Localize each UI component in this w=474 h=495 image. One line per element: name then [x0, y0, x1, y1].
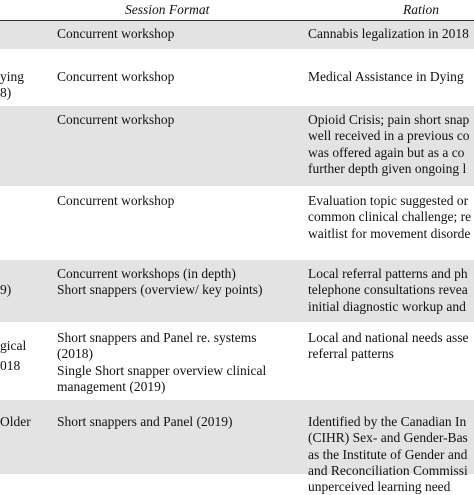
topic-line: 9)	[0, 282, 12, 297]
topic-line: ying	[0, 69, 25, 84]
format-cell	[57, 266, 262, 299]
format-line: (2018)	[57, 346, 93, 362]
topic-line: gical	[0, 338, 27, 353]
format-line: Short snappers and Panel (2019)	[57, 414, 233, 429]
format-line: Single Short snapper overview clinical	[57, 362, 267, 378]
topic-cell	[0, 414, 31, 430]
table-row	[0, 106, 474, 186]
rationale-line: telephone consultations revea	[308, 282, 468, 298]
topic-cell	[0, 69, 24, 102]
format-line: Short snappers and Panel re. systems	[57, 330, 257, 345]
table-row	[0, 186, 474, 260]
rationale-line: common clinical challenge; re	[308, 209, 472, 225]
format-line: Concurrent workshop	[57, 193, 175, 208]
rationale-line: Local referral patterns and ph	[308, 266, 468, 281]
rationale-cell	[308, 266, 468, 315]
rationale-line: waitlist for movement disorde	[308, 225, 471, 241]
rationale-line: and Reconciliation Commissi	[308, 462, 468, 478]
topic-line: 8)	[0, 85, 12, 101]
header-session-format: Session Format	[125, 2, 210, 17]
rationale-cell	[308, 330, 468, 363]
table-row	[0, 49, 474, 106]
format-cell	[57, 112, 174, 128]
rationale-line: initial diagnostic workup and	[308, 298, 466, 314]
rationale-line: Cannabis legalization in 2018	[308, 26, 469, 41]
rationale-line: was offered again but as a co	[308, 144, 465, 160]
topic-line: Older	[0, 414, 31, 429]
format-cell	[57, 193, 174, 209]
rationale-line: unperceived learning need	[308, 479, 451, 495]
rationale-line: (CIHR) Sex- and Gender-Bas	[308, 430, 468, 446]
topic-line: 018	[0, 358, 21, 373]
format-line: Concurrent workshop	[57, 69, 175, 84]
format-line: Concurrent workshop	[57, 112, 175, 127]
rationale-line: Evaluation topic suggested or	[308, 193, 469, 208]
topic-cell	[0, 336, 26, 376]
table-row	[0, 322, 474, 400]
format-line: Concurrent workshop	[57, 26, 175, 41]
rationale-line: referral patterns	[308, 346, 394, 362]
rationale-line: Medical Assistance in Dying	[308, 69, 464, 84]
format-cell	[57, 26, 174, 42]
rationale-line: as the Institute of Gender and	[308, 446, 468, 462]
rationale-line: well received in a previous co	[308, 128, 470, 144]
header-rationale: Ration	[403, 2, 439, 17]
format-cell	[57, 69, 174, 85]
rationale-cell	[308, 69, 464, 85]
format-line: Short snappers (overview/ key points)	[57, 282, 263, 298]
format-cell	[57, 414, 232, 430]
table-row	[0, 400, 474, 495]
format-line: Concurrent workshops (in depth)	[57, 266, 236, 281]
table-row	[0, 21, 474, 49]
rationale-cell	[308, 112, 470, 177]
rationale-line: Identified by the Canadian In	[308, 414, 467, 429]
rationale-line: Opioid Crisis; pain short snap	[308, 112, 470, 127]
table-row	[0, 260, 474, 322]
format-line: management (2019)	[57, 378, 166, 394]
topic-cell	[0, 282, 11, 298]
rationale-line: Local and national needs asse	[308, 330, 469, 345]
format-cell	[57, 330, 266, 395]
rationale-cell	[308, 414, 468, 495]
rationale-cell	[308, 193, 471, 242]
rationale-cell	[308, 26, 469, 42]
rationale-line: further depth given ongoing l	[308, 160, 467, 176]
